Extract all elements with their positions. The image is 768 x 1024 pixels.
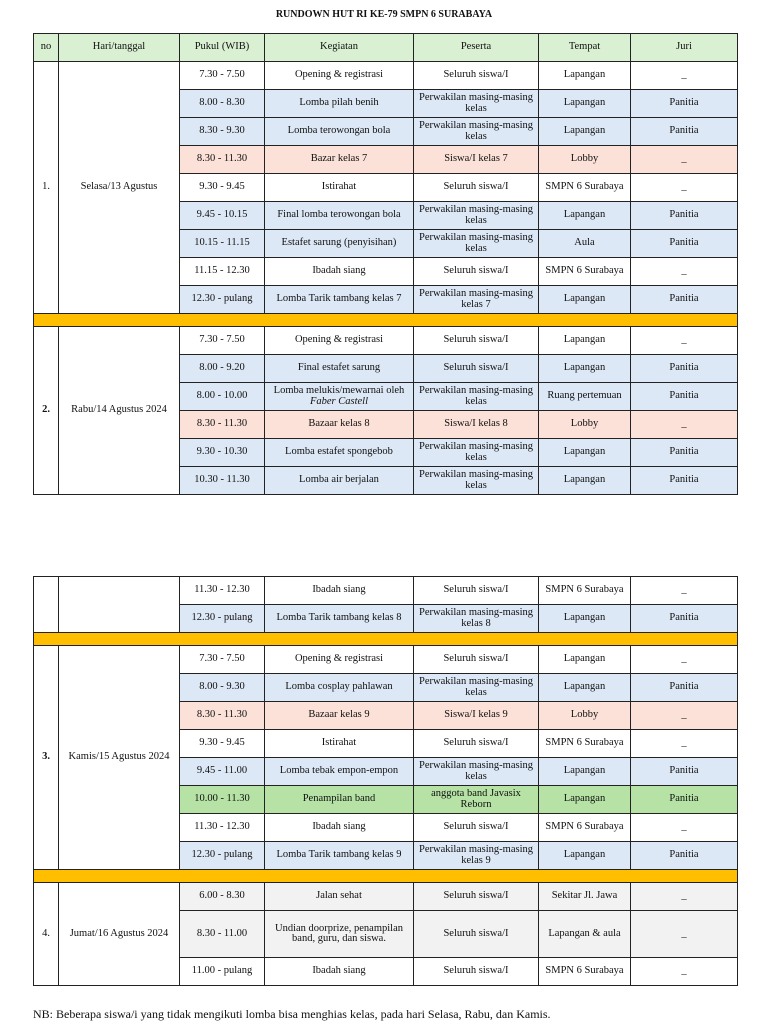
cell-activity: Lomba terowongan bola — [265, 118, 414, 146]
cell-time: 8.00 - 9.30 — [180, 674, 265, 702]
cell-participants: Seluruh siswa/I — [414, 911, 539, 958]
cell-time: 8.30 - 11.30 — [180, 702, 265, 730]
cell-judge: _ — [631, 730, 738, 758]
activity-text: Lomba melukis/mewarnai oleh — [273, 385, 405, 396]
cell-activity: Lomba Tarik tambang kelas 9 — [265, 842, 414, 870]
cell-participants: Seluruh siswa/I — [414, 327, 539, 355]
cell-activity: Bazar kelas 7 — [265, 146, 414, 174]
cell-judge: _ — [631, 814, 738, 842]
cell-participants: Perwakilan masing-masing kelas 7 — [414, 286, 539, 314]
cell-place: Lapangan — [539, 758, 631, 786]
document-title: RUNDOWN HUT RI KE-79 SMPN 6 SURABAYA — [275, 9, 493, 20]
table-row — [34, 577, 738, 605]
day-date: Selasa/13 Agustus — [59, 62, 180, 314]
cell-time: 8.00 - 8.30 — [180, 90, 265, 118]
cell-activity: Lomba Tarik tambang kelas 8 — [265, 605, 414, 633]
cell-judge: Panitia — [631, 90, 738, 118]
cell-place: Sekitar Jl. Jawa — [539, 883, 631, 911]
cell-time: 9.30 - 9.45 — [180, 730, 265, 758]
cell-place: Lapangan — [539, 786, 631, 814]
day-number: 2. — [34, 327, 59, 495]
cell-time: 11.15 - 12.30 — [180, 258, 265, 286]
cell-activity: Final lomba terowongan bola — [265, 202, 414, 230]
brand-name: Faber Castell — [309, 395, 369, 407]
cell-time: 9.45 - 11.00 — [180, 758, 265, 786]
footnote: NB: Beberapa siswa/i yang tidak mengikuti lomba bisa menghias kelas, pada hari Selasa, Rabu, dan Kamis. — [33, 1007, 551, 1021]
cell-participants: Seluruh siswa/I — [414, 883, 539, 911]
cell-judge: Panitia — [631, 439, 738, 467]
cell-judge: Panitia — [631, 383, 738, 411]
cell-place: Lapangan — [539, 327, 631, 355]
cell-participants: Siswa/I kelas 9 — [414, 702, 539, 730]
cell-activity: Undian doorprize, penampilan band, guru, dan siswa. — [265, 911, 414, 958]
header-kegiatan: Kegiatan — [265, 34, 414, 62]
cell-time: 9.45 - 10.15 — [180, 202, 265, 230]
header-hari-tanggal: Hari/tanggal — [59, 34, 180, 62]
day-separator — [34, 314, 738, 327]
cell-place: SMPN 6 Surabaya — [539, 730, 631, 758]
cell-judge: Panitia — [631, 118, 738, 146]
cell-participants: Perwakilan masing-masing kelas — [414, 230, 539, 258]
cell-participants: Perwakilan masing-masing kelas — [414, 383, 539, 411]
day-date: Rabu/14 Agustus 2024 — [59, 327, 180, 495]
cell-place: Lobby — [539, 411, 631, 439]
cell-place: Lobby — [539, 146, 631, 174]
cell-judge: _ — [631, 62, 738, 90]
cell-time: 7.30 - 7.50 — [180, 327, 265, 355]
cell-judge: _ — [631, 883, 738, 911]
day-date: Kamis/15 Agustus 2024 — [59, 646, 180, 870]
cell-time: 11.30 - 12.30 — [180, 814, 265, 842]
cell-participants: Seluruh siswa/I — [414, 646, 539, 674]
cell-place: Lapangan — [539, 467, 631, 495]
cell-judge: _ — [631, 702, 738, 730]
cell-participants: Perwakilan masing-masing kelas 9 — [414, 842, 539, 870]
cell-judge: _ — [631, 411, 738, 439]
cell-judge: _ — [631, 174, 738, 202]
cell-place: Lobby — [539, 702, 631, 730]
cell-place: SMPN 6 Surabaya — [539, 814, 631, 842]
table-row — [34, 327, 738, 355]
cell-participants: Perwakilan masing-masing kelas — [414, 439, 539, 467]
cell-time: 10.15 - 11.15 — [180, 230, 265, 258]
cell-judge: _ — [631, 646, 738, 674]
cell-activity: Ibadah siang — [265, 814, 414, 842]
cell-place: Lapangan — [539, 62, 631, 90]
cell-place: SMPN 6 Surabaya — [539, 577, 631, 605]
cell-participants: Seluruh siswa/I — [414, 958, 539, 986]
cell-activity: Opening & registrasi — [265, 327, 414, 355]
cell-judge: Panitia — [631, 467, 738, 495]
cell-judge: _ — [631, 958, 738, 986]
cell-place: Lapangan — [539, 842, 631, 870]
cell-participants: Perwakilan masing-masing kelas — [414, 758, 539, 786]
cell-time: 7.30 - 7.50 — [180, 646, 265, 674]
cell-activity: Lomba estafet spongebob — [265, 439, 414, 467]
cell-place: Lapangan — [539, 286, 631, 314]
cell-judge: _ — [631, 327, 738, 355]
cell-time: 8.00 - 9.20 — [180, 355, 265, 383]
cell-participants: Seluruh siswa/I — [414, 355, 539, 383]
cell-place: SMPN 6 Surabaya — [539, 174, 631, 202]
table-row — [34, 646, 738, 674]
cell-activity: Bazaar kelas 9 — [265, 702, 414, 730]
cell-time: 11.30 - 12.30 — [180, 577, 265, 605]
cell-place: Lapangan — [539, 90, 631, 118]
cell-judge: Panitia — [631, 674, 738, 702]
cell-time: 10.30 - 11.30 — [180, 467, 265, 495]
cell-activity: Istirahat — [265, 174, 414, 202]
cell-place: Lapangan — [539, 355, 631, 383]
cell-activity: Lomba cosplay pahlawan — [265, 674, 414, 702]
cell-activity: Lomba Tarik tambang kelas 7 — [265, 286, 414, 314]
cell-time: 9.30 - 10.30 — [180, 439, 265, 467]
cell-participants: Perwakilan masing-masing kelas — [414, 467, 539, 495]
header-pukul: Pukul (WIB) — [180, 34, 265, 62]
cell-activity: Ibadah siang — [265, 958, 414, 986]
cell-judge: _ — [631, 146, 738, 174]
cell-participants: Seluruh siswa/I — [414, 62, 539, 90]
day-number: 1. — [34, 62, 59, 314]
cell-activity: Jalan sehat — [265, 883, 414, 911]
cell-participants: Seluruh siswa/I — [414, 577, 539, 605]
cell-time: 9.30 - 9.45 — [180, 174, 265, 202]
cell-activity: Ibadah siang — [265, 577, 414, 605]
cell-participants: Siswa/I kelas 8 — [414, 411, 539, 439]
cell-judge: _ — [631, 577, 738, 605]
cell-activity: Opening & registrasi — [265, 62, 414, 90]
cell-time: 7.30 - 7.50 — [180, 62, 265, 90]
cell-time: 6.00 - 8.30 — [180, 883, 265, 911]
day-separator — [34, 870, 738, 883]
cell-time: 8.30 - 9.30 — [180, 118, 265, 146]
cell-time: 12.30 - pulang — [180, 286, 265, 314]
cell-participants: anggota band Javasix Reborn — [414, 786, 539, 814]
cell-place: Lapangan — [539, 605, 631, 633]
cell-activity: Lomba air berjalan — [265, 467, 414, 495]
header-peserta: Peserta — [414, 34, 539, 62]
cell-judge: Panitia — [631, 758, 738, 786]
cell-activity: Lomba pilah benih — [265, 90, 414, 118]
cell-judge: Panitia — [631, 605, 738, 633]
cell-activity: Lomba tebak empon-empon — [265, 758, 414, 786]
cell-participants: Perwakilan masing-masing kelas — [414, 90, 539, 118]
cell-place: Aula — [539, 230, 631, 258]
cell-place: Lapangan & aula — [539, 911, 631, 958]
cell-participants: Perwakilan masing-masing kelas — [414, 118, 539, 146]
cell-place: Lapangan — [539, 674, 631, 702]
cell-place: Lapangan — [539, 439, 631, 467]
cell-activity: Bazaar kelas 8 — [265, 411, 414, 439]
cell-judge: Panitia — [631, 202, 738, 230]
cell-judge: Panitia — [631, 230, 738, 258]
header-no: no — [34, 34, 59, 62]
cell-activity: Estafet sarung (penyisihan) — [265, 230, 414, 258]
cell-time: 10.00 - 11.30 — [180, 786, 265, 814]
cell-time: 11.00 - pulang — [180, 958, 265, 986]
cell-place: Lapangan — [539, 118, 631, 146]
cell-participants: Seluruh siswa/I — [414, 730, 539, 758]
cell-judge: Panitia — [631, 286, 738, 314]
cell-participants: Perwakilan masing-masing kelas 8 — [414, 605, 539, 633]
table-row — [34, 883, 738, 911]
cell-judge: Panitia — [631, 355, 738, 383]
table-row — [34, 62, 738, 90]
cell-judge: _ — [631, 911, 738, 958]
day-number: 4. — [34, 883, 59, 986]
day-date: Jumat/16 Agustus 2024 — [59, 883, 180, 986]
rundown-table-page1 — [33, 33, 738, 495]
cell-time: 8.30 - 11.30 — [180, 146, 265, 174]
cell-judge: _ — [631, 258, 738, 286]
rundown-table-page2 — [33, 576, 738, 986]
cell-time: 8.00 - 10.00 — [180, 383, 265, 411]
cell-place: Lapangan — [539, 202, 631, 230]
cell-time: 12.30 - pulang — [180, 842, 265, 870]
cell-activity — [265, 383, 414, 411]
cell-activity: Opening & registrasi — [265, 646, 414, 674]
cell-place: Ruang pertemuan — [539, 383, 631, 411]
cell-place: Lapangan — [539, 646, 631, 674]
cell-activity: Penampilan band — [265, 786, 414, 814]
cell-activity: Ibadah siang — [265, 258, 414, 286]
cell-place: SMPN 6 Surabaya — [539, 258, 631, 286]
cell-place: SMPN 6 Surabaya — [539, 958, 631, 986]
cell-time: 8.30 - 11.30 — [180, 411, 265, 439]
header-row — [34, 34, 738, 62]
cell-judge: Panitia — [631, 842, 738, 870]
header-juri: Juri — [631, 34, 738, 62]
day-separator — [34, 633, 738, 646]
day-number: 3. — [34, 646, 59, 870]
cell-participants: Perwakilan masing-masing kelas — [414, 674, 539, 702]
cell-participants: Siswa/I kelas 7 — [414, 146, 539, 174]
cell-time: 12.30 - pulang — [180, 605, 265, 633]
header-tempat: Tempat — [539, 34, 631, 62]
cell-participants: Seluruh siswa/I — [414, 174, 539, 202]
cell-judge: Panitia — [631, 786, 738, 814]
cell-activity: Final estafet sarung — [265, 355, 414, 383]
cell-activity: Istirahat — [265, 730, 414, 758]
cell-participants: Seluruh siswa/I — [414, 258, 539, 286]
cell-participants: Perwakilan masing-masing kelas — [414, 202, 539, 230]
cell-time: 8.30 - 11.00 — [180, 911, 265, 958]
cell-participants: Seluruh siswa/I — [414, 814, 539, 842]
